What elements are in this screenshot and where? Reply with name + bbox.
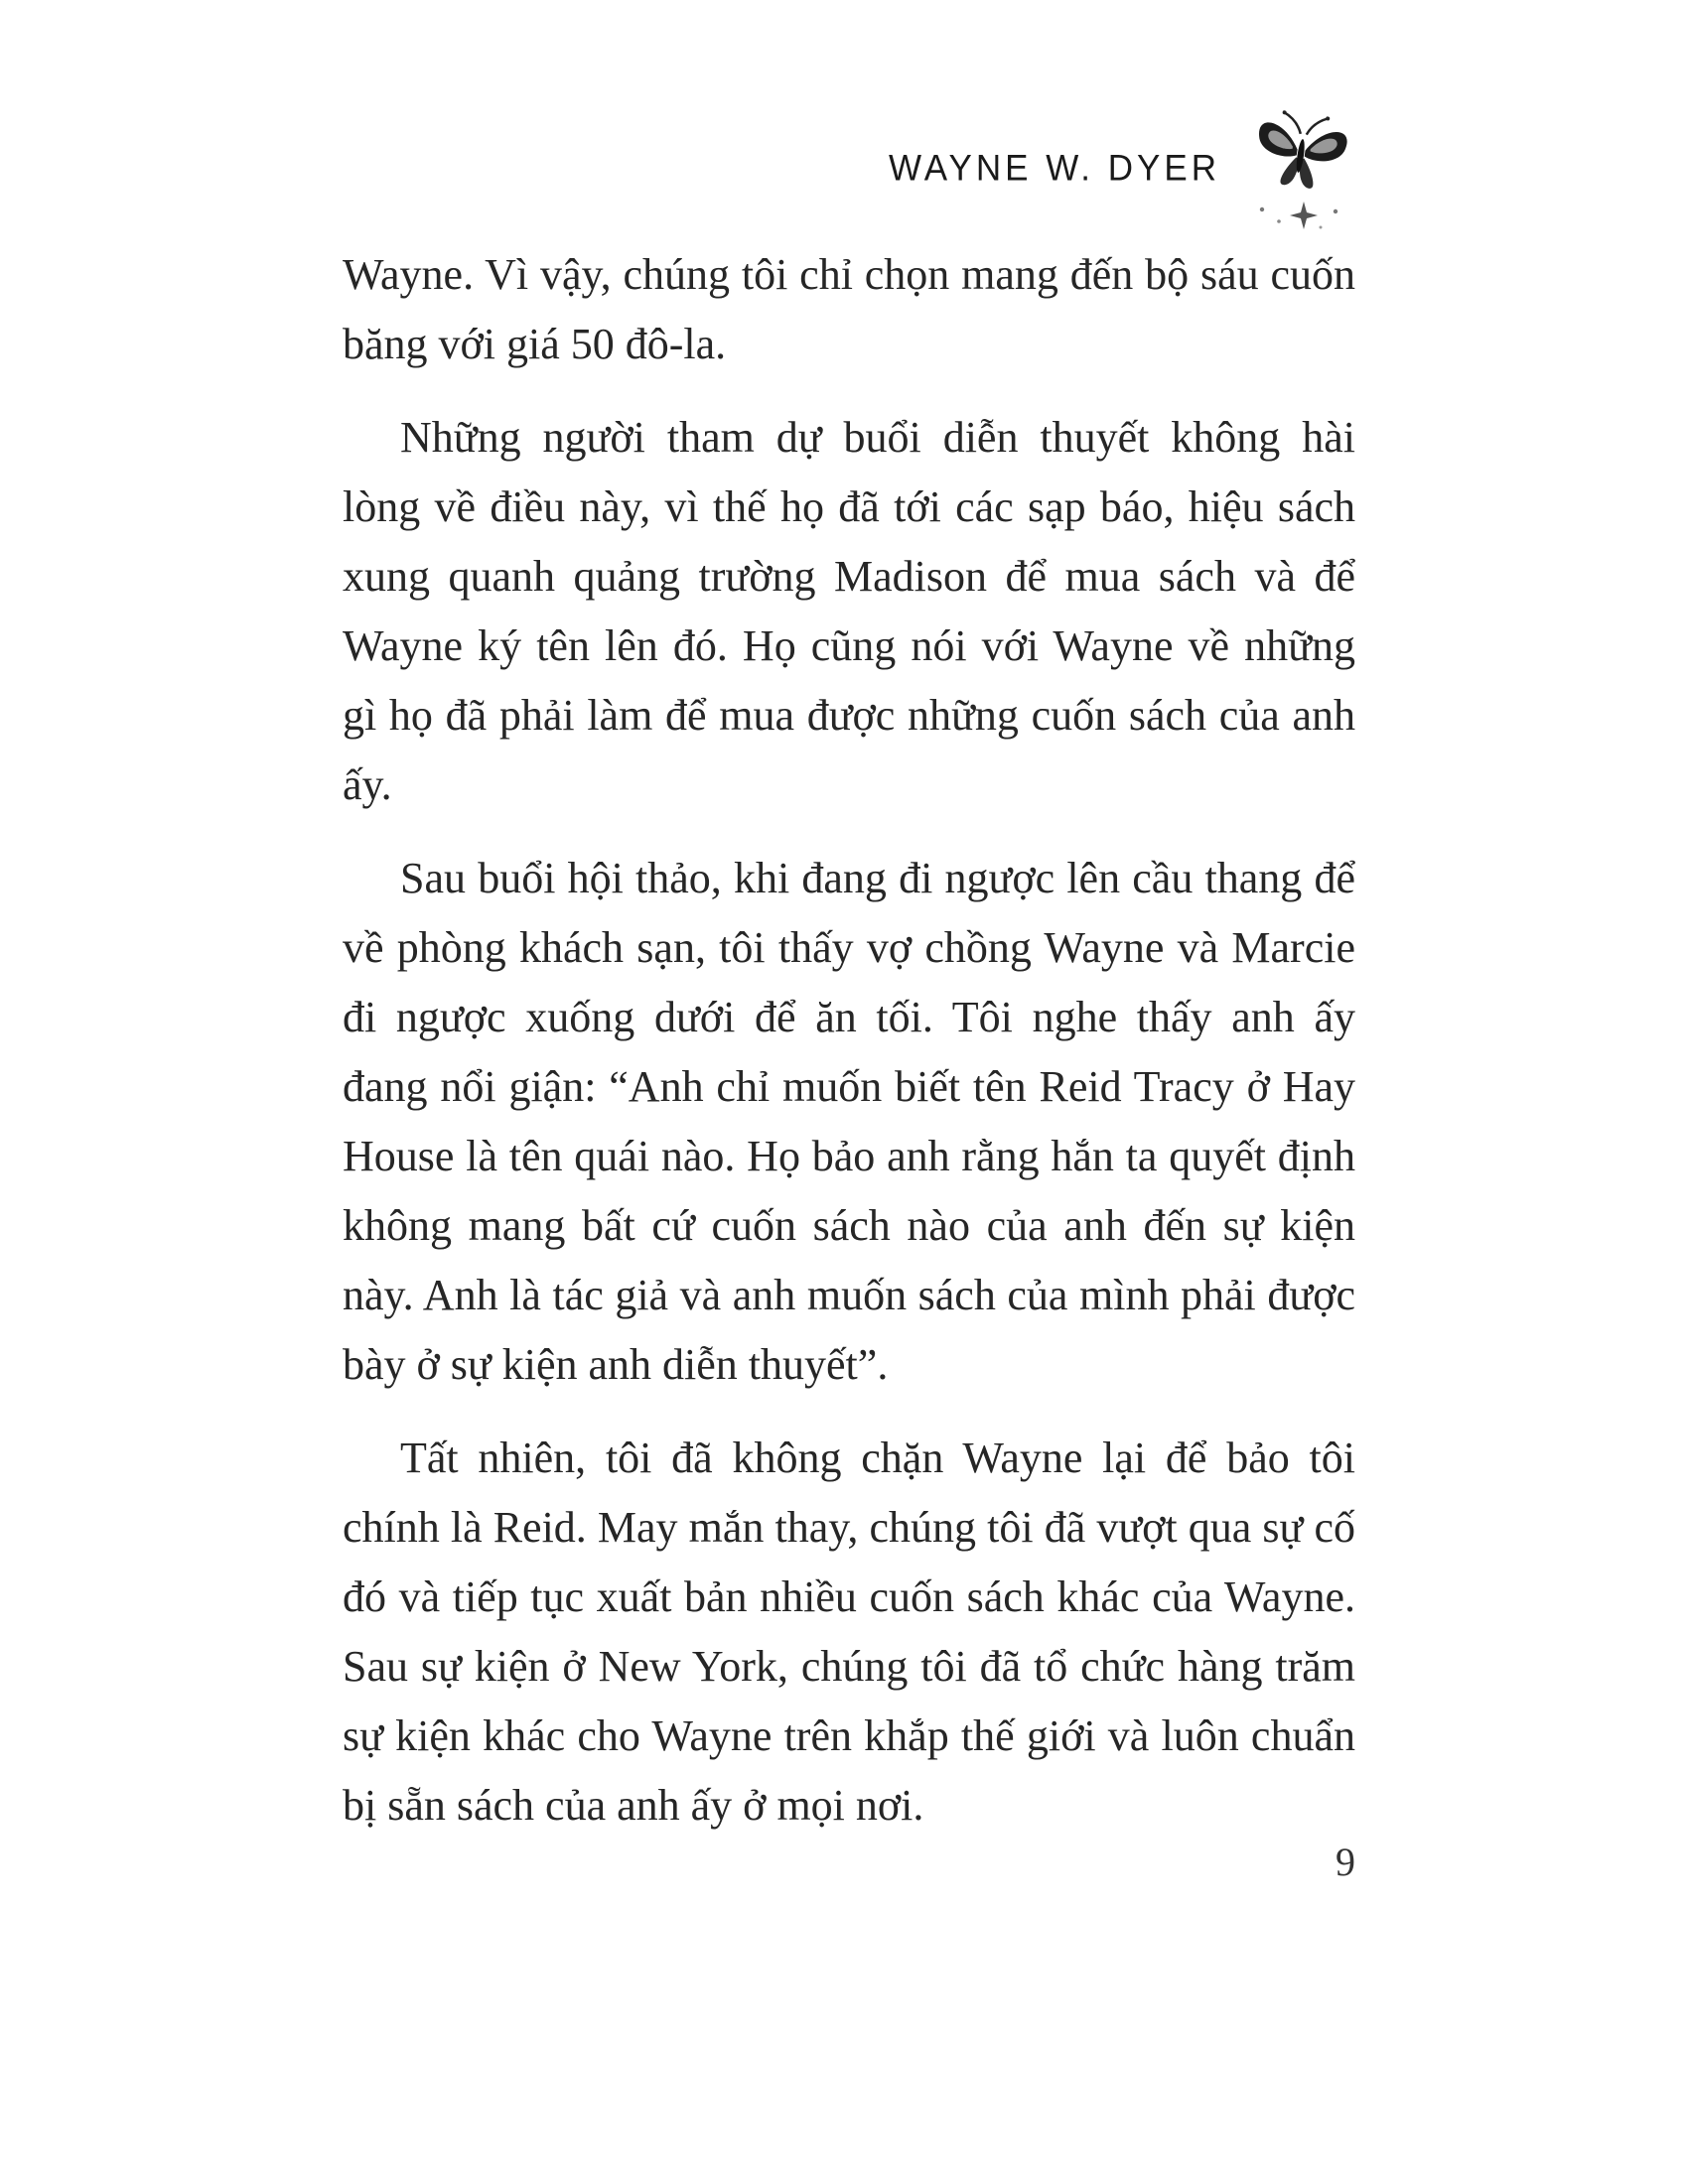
paragraph-4: Tất nhiên, tôi đã không chặn Wayne lại để bảo tôi chính là Reid. May mắn thay, chúng tôi đã vượt qua sự cố đó và tiếp tục xuất bản nhiều cuốn sách khác của Wayne. Sau sự kiện ở New York, chúng tôi đã tổ chức hàng trăm sự kiện khác cho Wayne trên khắp thế giới và luôn chuẩn bị sẵn sách của anh ấy ở mọi nơi. [343,1433,1355,1830]
butterfly-icon [1246,94,1355,243]
paragraph-3: Sau buổi hội thảo, khi đang đi ngược lên cầu thang để về phòng khách sạn, tôi thấy vợ chồng Wayne và Marcie đi ngược xuống dưới để ăn tối. Tôi nghe thấy anh ấy đang nổi giận: “Anh chỉ muốn biết tên Reid Tracy ở Hay House là tên quái nào. Họ bảo anh rằng hắn ta quyết định không mang bất cứ cuốn sách nào của anh đến sự kiện này. Anh là tác giả và anh muốn sách của mình phải được bày ở sự kiện anh diễn thuyết”. [343,854,1355,1389]
page-number: 9 [1336,1840,1355,1884]
page-header [343,94,1355,243]
header-author-title: WAYNE W. DYER [889,148,1220,189]
paragraph-2: Những người tham dự buổi diễn thuyết không hài lòng về điều này, vì thế họ đã tới các sạp báo, hiệu sách xung quanh quảng trường Madison để mua sách và để Wayne ký tên lên đó. Họ cũng nói với Wayne về những gì họ đã phải làm để mua được những cuốn sách của anh ấy. [343,413,1355,809]
paragraph-1: Wayne. Vì vậy, chúng tôi chỉ chọn mang đến bộ sáu cuốn băng với giá 50 đô-la. [343,250,1355,368]
page-body [343,240,1355,1864]
